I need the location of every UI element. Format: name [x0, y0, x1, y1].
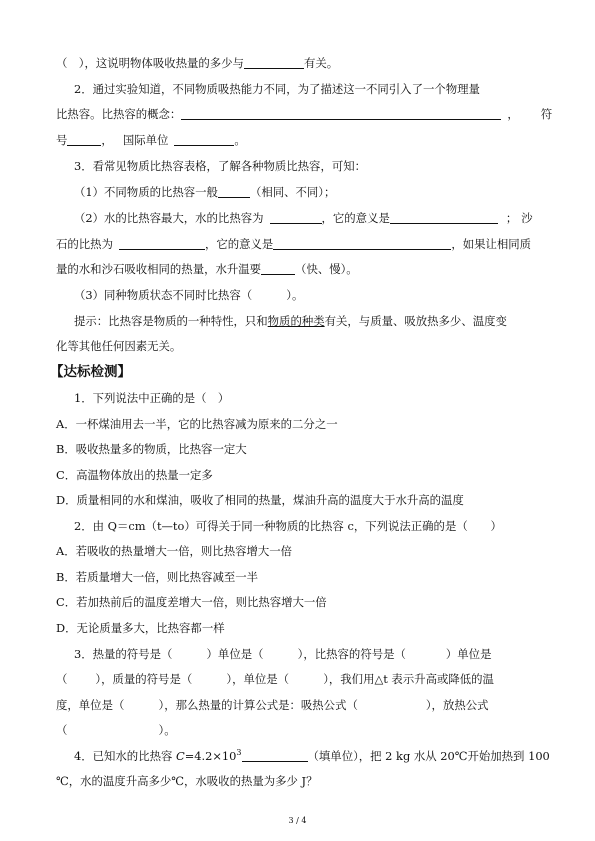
- text-line: （ ）。: [56, 723, 176, 737]
- text-line: ℃，水的温度升高多少℃，水吸收的热量为多少 J？: [56, 774, 318, 788]
- text-line: 度，单位是（ ），那么热量的计算公式是：吸热公式（ ），放热公式: [56, 698, 489, 712]
- text-line: 石的比热为 ，它的意义是 ，如果让相同质: [56, 237, 532, 251]
- question-option: A．一杯煤油用去一半，它的比热容减为原来的二分之一: [56, 417, 338, 431]
- question-stem: 2．由 Q＝cm（t—to）可得关于同一种物质的比热容 c，下列说法正确的是（ ）: [74, 519, 502, 533]
- blank-field[interactable]: [242, 747, 308, 762]
- blank-field[interactable]: [390, 209, 498, 224]
- question-option: B．若质量增大一倍，则比热容减至一半: [56, 570, 259, 584]
- text-line: （3）同种物质状态不同时比热容（ ）。: [74, 288, 304, 302]
- text-line: （ ），这说明物体吸收热量的多少与 有关。: [56, 56, 339, 70]
- blank-field[interactable]: [119, 235, 205, 250]
- blank-field[interactable]: [244, 54, 304, 69]
- blank-field[interactable]: [67, 131, 101, 146]
- text-line: 号 ， 国际单位 。: [56, 133, 246, 147]
- question-option: B．吸收热量多的物质，比热容一定大: [56, 442, 247, 456]
- question-option: D．无论质量多大，比热容都一样: [56, 621, 225, 635]
- blank-field[interactable]: [181, 105, 501, 120]
- question-option: C．若加热前后的温度差增大一倍，则比热容增大一倍: [56, 595, 327, 609]
- section-title: 【达标检测】: [50, 364, 131, 380]
- blank-field[interactable]: [273, 235, 451, 250]
- text-line: （ ），质量的符号是（ ），单位是（ ），我们用△t 表示升高或降低的温: [56, 672, 494, 686]
- text-line: 量的水和沙石吸收相同的热量，水升温要 （快、慢）。: [56, 262, 358, 276]
- text-line: 比热容。比热容的概念： ， 符: [56, 107, 553, 121]
- text-line: 2．通过实验知道，不同物质吸热能力不同，为了描述这一不同引入了一个物理量: [74, 82, 480, 96]
- question-stem: 1．下列说法中正确的是（ ）: [74, 391, 230, 405]
- question-option: C．高温物体放出的热量一定多: [56, 468, 213, 482]
- text-line: （1）不同物质的比热容一般 （相同、不同）；: [74, 185, 336, 199]
- page-number: 3 / 4: [288, 816, 307, 825]
- blank-field[interactable]: [261, 260, 295, 275]
- text-line: （2）水的比热容最大，水的比热容为 ，它的意义是 ； 沙: [74, 211, 533, 225]
- blank-field[interactable]: [270, 209, 322, 224]
- question-option: A．若吸收的热量增大一倍，则比热容增大一倍: [56, 544, 293, 558]
- question-stem: 3．热量的符号是（ ）单位是（ ），比热容的符号是（ ）单位是: [74, 647, 492, 661]
- question-option: D．质量相同的水和煤油，吸收了相同的热量，煤油升高的温度大于水升高的温度: [56, 493, 464, 507]
- text-line: 化等其他任何因素无关。: [56, 339, 182, 353]
- text-line: 3．看常见物质比热容表格，了解各种物质比热容，可知：: [74, 159, 367, 173]
- blank-field[interactable]: [218, 183, 250, 198]
- blank-field[interactable]: [174, 131, 234, 146]
- question-stem: 4．已知水的比热容 $C=4.2\times 10^3$ （填单位），把 2 kg 水从 20℃开始加热到 100: [74, 748, 550, 763]
- text-line: 提示：比热容是物质的一种特性，只和物质的种类有关，与质量、吸放热多少、温度变: [74, 314, 507, 328]
